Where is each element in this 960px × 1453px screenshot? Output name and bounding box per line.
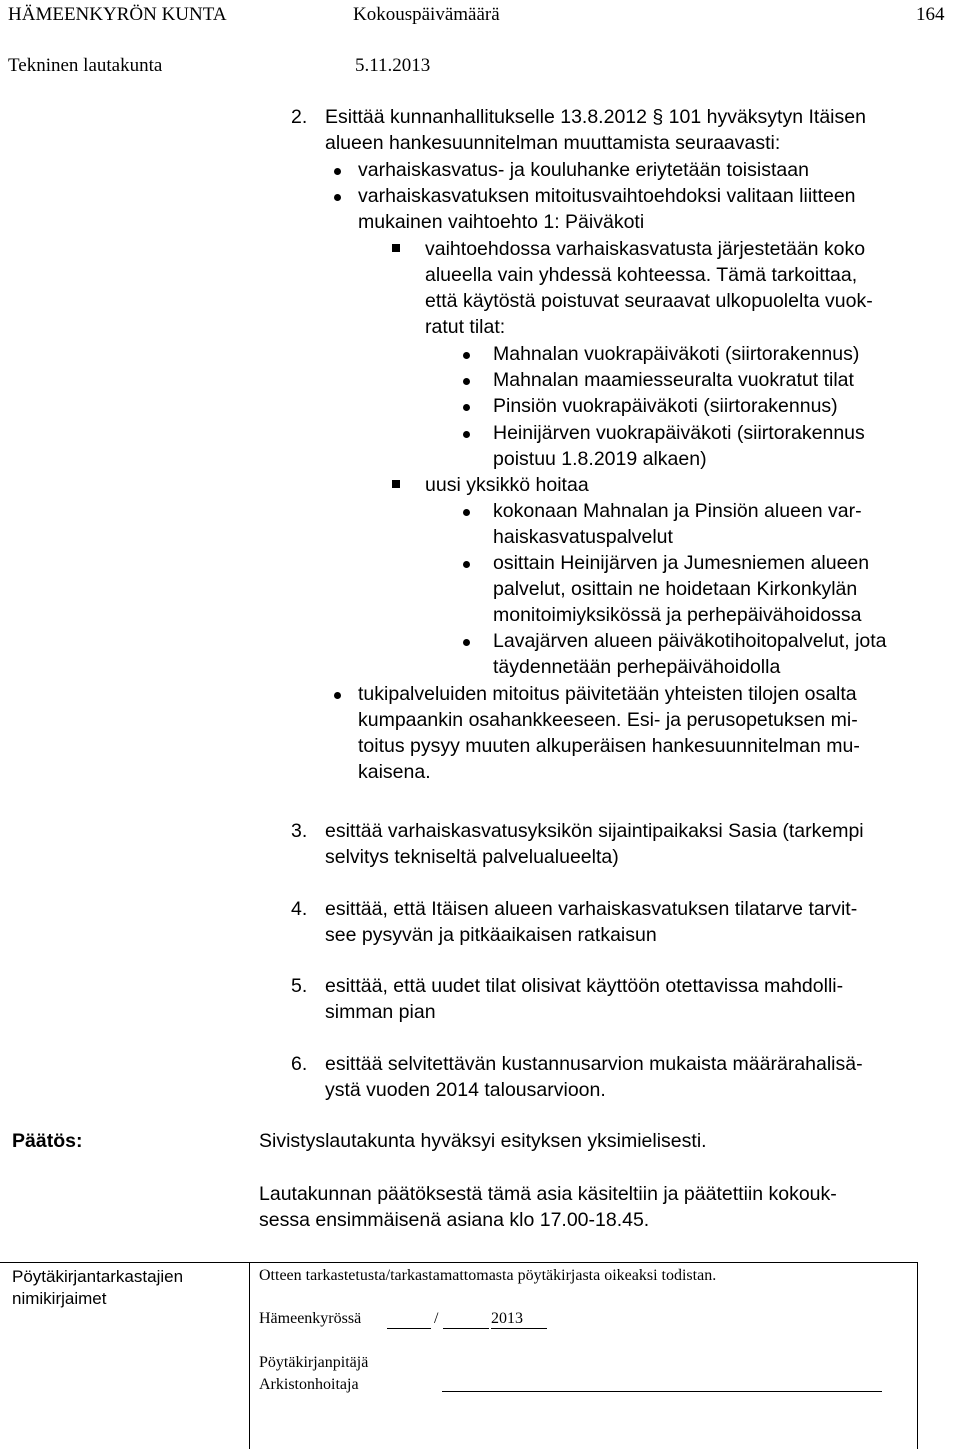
item-number-3: 3. (291, 820, 308, 842)
bullet-text-line: tukipalveluiden mitoitus päivitetään yhteisten tilojen osalta (358, 683, 857, 705)
secretary-label: Pöytäkirjanpitäjä (259, 1354, 369, 1371)
item-4-text-line: see pysyvän ja pitkäaikaisen ratkaisun (325, 924, 657, 946)
closing-text-line: sessa ensimmäisenä asiana klo 17.00-18.45. (259, 1209, 650, 1231)
square-bullet-icon (392, 480, 400, 488)
page-number: 164 (916, 4, 945, 25)
list-item: Mahnalan maamiesseuralta vuokratut tilat (493, 369, 854, 391)
signature-footer (0, 1262, 918, 1449)
list-item: palvelut, osittain ne hoidetaan Kirkonkylän (493, 578, 858, 600)
meeting-date: 5.11.2013 (355, 55, 431, 76)
reviewers-initials-label: Pöytäkirjantarkastajien (12, 1267, 184, 1286)
list-item: Pinsiön vuokrapäiväkoti (siirtorakennus) (493, 395, 838, 417)
bullet-icon (463, 352, 470, 359)
decision-text: Sivistyslautakunta hyväksyi esityksen yksimielisesti. (259, 1130, 707, 1152)
bullet-text-line: kumpaankin osahankkeeseen. Esi- ja perusopetuksen mi- (358, 709, 858, 731)
month-blank-line (443, 1328, 489, 1329)
item-number-4: 4. (291, 898, 308, 920)
place-label: Hämeenkyrössä (259, 1310, 362, 1327)
list-item: poistuu 1.8.2019 alkaen) (493, 448, 707, 470)
sub-bullet-text-line: uusi yksikkö hoitaa (425, 474, 589, 496)
bullet-icon (463, 509, 470, 516)
footer-right-border (917, 1262, 918, 1449)
item-6-text-line: ystä vuoden 2014 talousarvioon. (325, 1079, 606, 1101)
date-separator: / (434, 1310, 439, 1327)
signature-line (442, 1391, 882, 1392)
item-number-6: 6. (291, 1053, 308, 1075)
footer-divider (249, 1262, 250, 1449)
reviewers-initials-label: nimikirjaimet (12, 1289, 107, 1308)
item-5-text-line: esittää, että uudet tilat olisivat käyttöön otettavissa mahdolli- (325, 975, 844, 997)
bullet-icon (334, 194, 341, 201)
bullet-text-line: varhaiskasvatus- ja kouluhanke eriytetään toisistaan (358, 159, 809, 181)
closing-text-line: Lautakunnan päätöksestä tämä asia käsiteltiin ja päätettiin kokouk- (259, 1183, 837, 1205)
bullet-icon (334, 692, 341, 699)
bullet-icon (463, 431, 470, 438)
item-5-text-line: simman pian (325, 1001, 436, 1023)
year-text: 2013 (491, 1310, 523, 1327)
item-6-text-line: esittää selvitettävän kustannusarvion mukaista määrärahalisä- (325, 1053, 863, 1075)
square-bullet-icon (392, 244, 400, 252)
meeting-date-label: Kokouspäivämäärä (353, 4, 500, 25)
list-item: haiskasvatuspalvelut (493, 526, 673, 548)
year-underline (491, 1328, 547, 1329)
certification-text: Otteen tarkastetusta/tarkastamattomasta pöytäkirjasta oikeaksi todistan. (259, 1267, 717, 1284)
item-2-text-line: Esittää kunnanhallitukselle 13.8.2012 § 101 hyväksytyn Itäisen (325, 106, 866, 128)
archivist-label: Arkistonhoitaja (259, 1376, 359, 1393)
day-blank-line (387, 1328, 431, 1329)
item-3-text-line: esittää varhaiskasvatusyksikön sijaintipaikaksi Sasia (tarkempi (325, 820, 864, 842)
list-item: Mahnalan vuokrapäiväkoti (siirtorakennus) (493, 343, 860, 365)
item-3-text-line: selvitys tekniseltä palvelualueelta) (325, 846, 619, 868)
bullet-icon (463, 561, 470, 568)
bullet-text-line: mukainen vaihtoehto 1: Päiväkoti (358, 211, 645, 233)
item-4-text-line: esittää, että Itäisen alueen varhaiskasvatuksen tilatarve tarvit- (325, 898, 858, 920)
sub-bullet-text-line: ratut tilat: (425, 316, 506, 338)
sub-bullet-text-line: alueella vain yhdessä kohteessa. Tämä tarkoittaa, (425, 264, 858, 286)
item-number-2: 2. (291, 106, 308, 128)
list-item: monitoimiyksikössä ja perhepäivähoidossa (493, 604, 862, 626)
list-item: Heinijärven vuokrapäiväkoti (siirtorakennus (493, 422, 865, 444)
list-item: kokonaan Mahnalan ja Pinsiön alueen var- (493, 500, 862, 522)
bullet-icon (463, 404, 470, 411)
list-item: osittain Heinijärven ja Jumesniemen alueen (493, 552, 870, 574)
sub-bullet-text-line: vaihtoehdossa varhaiskasvatusta järjestetään koko (425, 238, 866, 260)
footer-top-border (0, 1262, 918, 1263)
bullet-icon (463, 378, 470, 385)
decision-label: Päätös: (12, 1130, 83, 1152)
list-item: Lavajärven alueen päiväkotihoitopalvelut, jota (493, 630, 887, 652)
sub-bullet-text-line: että käytöstä poistuvat seuraavat ulkopuolelta vuok- (425, 290, 873, 312)
item-2-text-line: alueen hankesuunnitelman muuttamista seuraavasti: (325, 132, 781, 154)
list-item: täydennetään perhepäivähoidolla (493, 656, 781, 678)
bullet-text-line: toitus pysyy muuten alkuperäisen hankesuunnitelman mu- (358, 735, 860, 757)
bullet-icon (334, 168, 341, 175)
item-number-5: 5. (291, 975, 308, 997)
bullet-icon (463, 639, 470, 646)
bullet-text-line: kaisena. (358, 761, 431, 783)
municipality-name: HÄMEENKYRÖN KUNTA (8, 4, 227, 25)
bullet-text-line: varhaiskasvatuksen mitoitusvaihtoehdoksi valitaan liitteen (358, 185, 856, 207)
board-name: Tekninen lautakunta (8, 55, 163, 76)
